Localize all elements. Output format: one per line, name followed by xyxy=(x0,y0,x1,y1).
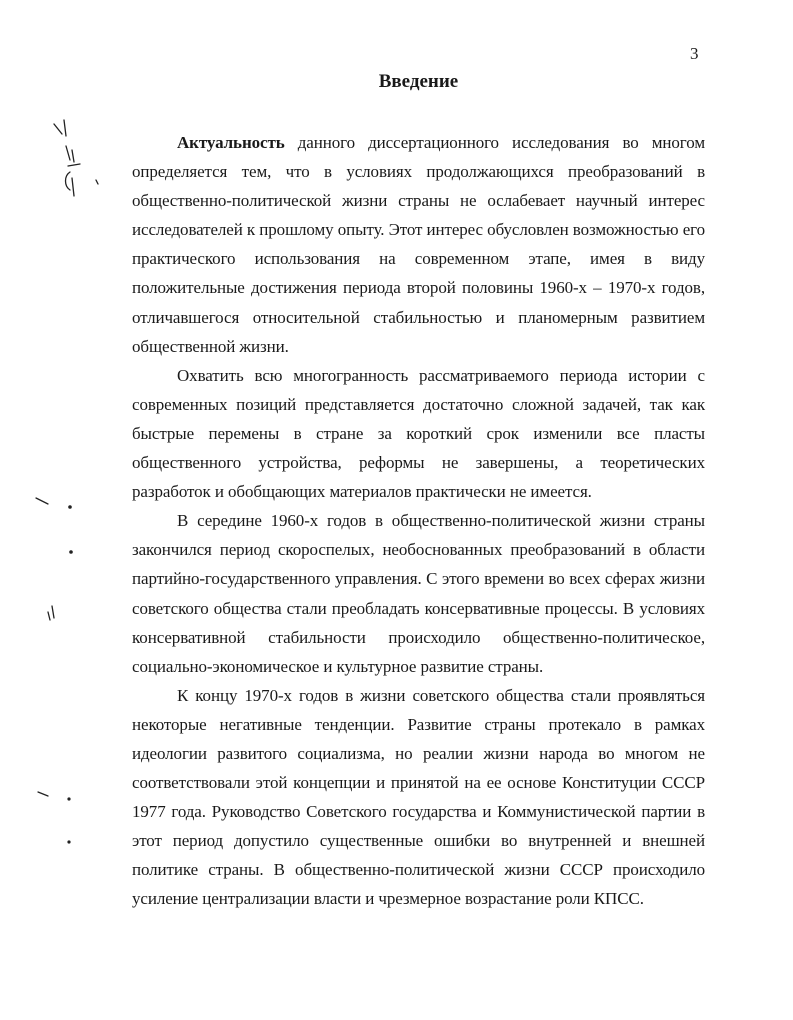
paragraph-4: К концу 1970-х годов в жизни советского общества стали проявляться некоторые негативные тенденции. Развитие страны протекало в рамках идеологии развитого социализма, но реалии жизни народа во многом не соответствовали этой концепции и принятой на ее основе Конституции СССР 1977 года. Руководство Советского государства и Коммунистической партии в этот период допустило существенные ошибки во внутренней и внешней политике страны. В общественно-политической жизни СССР происходило усиление централизации власти и чрезмерное возрастание роли КПСС. xyxy=(132,685,705,909)
paragraph-3: В середине 1960-х годов в общественно-политической жизни страны закончился период скороспелых, необоснованных преобразований в области партийно-государственного управления. С этого времени во всех сферах жизни советского общества стали преобладать консервативные процессы. В условиях консервативной стабильности происходило общественно-политическое, социально-экономическое и культурное развитие страны. xyxy=(132,511,705,676)
scan-dot xyxy=(68,505,72,509)
scan-mark xyxy=(36,498,48,504)
paragraph-1-text: данного диссертационного исследования во многом определяется тем, что в условиях продолжающихся преобразований в общественно-политической жизни страны не ослабевает научный интерес исследователей к прошлому опыту. Этот интерес обусловлен возможностью его практического использования на современном этапе, имея в виду положительные достижения периода второй половины 1960-х – 1970-х годов, отличавшегося относительной стабильностью и планомерным развитием общественной жизни. xyxy=(132,133,705,356)
scan-mark xyxy=(66,172,75,196)
body-text xyxy=(132,128,705,914)
scan-mark xyxy=(48,606,54,620)
scan-dot xyxy=(67,797,70,800)
page-number: 3 xyxy=(690,44,699,63)
scan-mark xyxy=(38,792,48,796)
lead-word: Актуальность xyxy=(177,133,285,152)
scan-mark xyxy=(96,180,98,184)
scan-artifacts xyxy=(0,0,110,1020)
paragraph-2: Охватить всю многогранность рассматриваемого периода истории с современных позиций представляется достаточно сложной задачей, так как быстрые перемены в стране за короткий срок изменили все пласты общественного устройства, реформы не завершены, а теоретических разработок и обобщающих материалов практически не имеется. xyxy=(132,365,705,502)
scan-mark xyxy=(54,120,66,136)
scan-mark xyxy=(66,146,80,166)
page-title: Введение xyxy=(378,71,459,92)
scan-dot xyxy=(69,550,73,554)
paragraph-1 xyxy=(132,128,705,361)
scan-dot xyxy=(67,840,70,843)
